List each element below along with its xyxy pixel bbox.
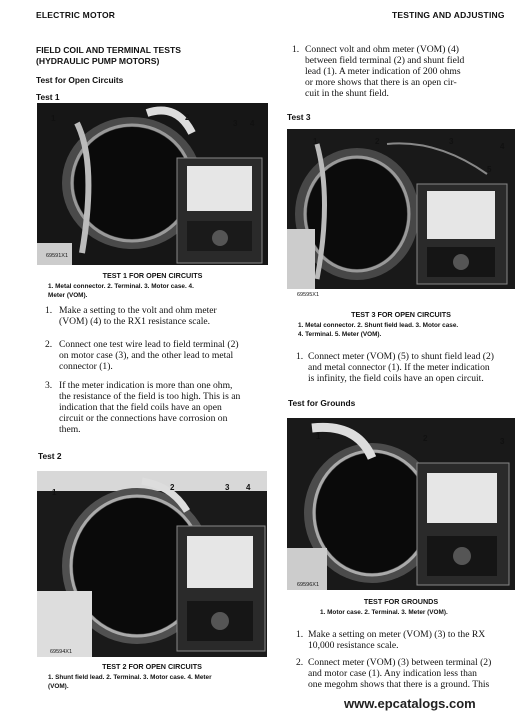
fig1-legend-line1: 1. Metal connector. 2. Terminal. 3. Motor case. 4. [48, 283, 194, 290]
fig3-callout-3: 3 [449, 137, 454, 146]
fig4-callout-1: 1 [316, 432, 321, 441]
fig4-callout-2: 2 [423, 434, 428, 443]
test3-photo [287, 129, 515, 289]
step-line: indication that the field coils have an open [59, 402, 222, 413]
step-line: and motor case (1). Any indication less than [308, 668, 477, 679]
step-number: 2. [296, 657, 304, 668]
step-line: Connect meter (VOM) (3) between terminal (2) [308, 657, 492, 668]
step-line: and metal connector (1). If the meter indication [308, 362, 490, 373]
step-line: 10,000 resistance scale. [308, 640, 399, 651]
fig2-legend-line1: 1. Shunt field lead. 2. Terminal. 3. Motor case. 4. Meter [48, 674, 212, 681]
open-circuits-heading: Test for Open Circuits [36, 75, 124, 85]
step-line: on motor case (3), and the other lead to metal [59, 350, 234, 361]
fig3-legend-line1: 1. Metal connector. 2. Shunt field lead. 3. Motor case. [298, 322, 459, 329]
step-line: connector (1). [59, 361, 113, 372]
fig2-number: 69594X1 [50, 649, 73, 655]
fig3-caption: TEST 3 FOR OPEN CIRCUITS [351, 310, 451, 319]
step-line: If the meter indication is more than one ohm, [59, 380, 233, 391]
test1-label: Test 1 [36, 92, 60, 102]
step-line: one megohm shows that there is a ground. This [308, 679, 490, 690]
step-line: Make a setting on meter (VOM) (3) to the RX [308, 629, 486, 640]
fig3-number: 69595X1 [297, 292, 320, 298]
step-number: 1. [296, 351, 304, 362]
fig2-legend-line2: (VOM). [48, 683, 69, 690]
fig3-legend-line2: 4. Terminal. 5. Meter (VOM). [298, 331, 382, 338]
fig3-callout-1: 1 [313, 137, 318, 146]
step-line: Connect one test wire lead to field terminal (2) [59, 339, 239, 350]
step-line: or more shows that there is an open cir- [305, 77, 457, 88]
grounds-heading: Test for Grounds [288, 398, 356, 408]
step-line: cuit in the shunt field. [305, 88, 389, 99]
step-line: Make a setting to the volt and ohm meter [59, 305, 217, 316]
fig1-caption: TEST 1 FOR OPEN CIRCUITS [102, 271, 203, 280]
grounds-photo [287, 418, 515, 590]
fig3-callout-4: 4 [500, 142, 505, 151]
fig4-number: 69596X1 [297, 582, 320, 588]
fig1-number: 69591X1 [46, 253, 69, 259]
step-line: is infinity, the field coils have an open circuit. [308, 373, 484, 384]
fig1-legend-line2: Meter (VOM). [48, 292, 88, 299]
step-line: Connect meter (VOM) (5) to shunt field lead (2) [308, 351, 494, 362]
fig2-callout-3: 3 [225, 483, 230, 492]
fig4-callout-3: 3 [500, 437, 505, 446]
step-line: Connect volt and ohm meter (VOM) (4) [305, 44, 459, 55]
test3-label: Test 3 [287, 112, 311, 122]
running-header-left: ELECTRIC MOTOR [36, 10, 116, 20]
test2-photo [37, 471, 267, 657]
fig1-callout-3: 3 [233, 119, 238, 128]
fig1-callout-4: 4 [250, 119, 255, 128]
step-number: 1. [45, 305, 53, 316]
fig2-callout-4: 4 [246, 483, 251, 492]
step-line: them. [59, 424, 81, 435]
fig2-callout-1: 1 [52, 488, 57, 497]
test2-label: Test 2 [38, 451, 62, 461]
fig1-callout-1: 1 [51, 114, 56, 123]
fig3-callout-5: 5 [487, 165, 492, 174]
section-title-line1: FIELD COIL AND TERMINAL TESTS [36, 45, 181, 55]
fig1-callout-2: 2 [185, 113, 190, 122]
fig4-legend-line1: 1. Motor case. 2. Terminal. 3. Meter (VOM). [320, 609, 448, 616]
running-header-right: TESTING AND ADJUSTING [392, 10, 505, 20]
fig4-caption: TEST FOR GROUNDS [363, 597, 439, 606]
step-number: 3. [45, 380, 53, 391]
step-number: 2. [45, 339, 53, 350]
footer-watermark[interactable]: www.epcatalogs.com [344, 696, 476, 711]
section-title-line2: (HYDRAULIC PUMP MOTORS) [36, 56, 160, 66]
step-line: circuit or the connections have corrosion on [59, 413, 228, 424]
step-line: the resistance of the field is too high. This is an [59, 391, 241, 402]
step-line: (VOM) (4) to the RX1 resistance scale. [59, 316, 211, 327]
fig2-caption: TEST 2 FOR OPEN CIRCUITS [102, 662, 202, 671]
fig2-callout-2: 2 [170, 483, 175, 492]
step-line: lead (1). A meter indication of 200 ohms [305, 66, 461, 77]
step-line: between field terminal (2) and shunt field [305, 55, 465, 66]
step-number: 1. [296, 629, 304, 640]
fig3-callout-2: 2 [375, 137, 380, 146]
step-number: 1. [292, 44, 300, 55]
